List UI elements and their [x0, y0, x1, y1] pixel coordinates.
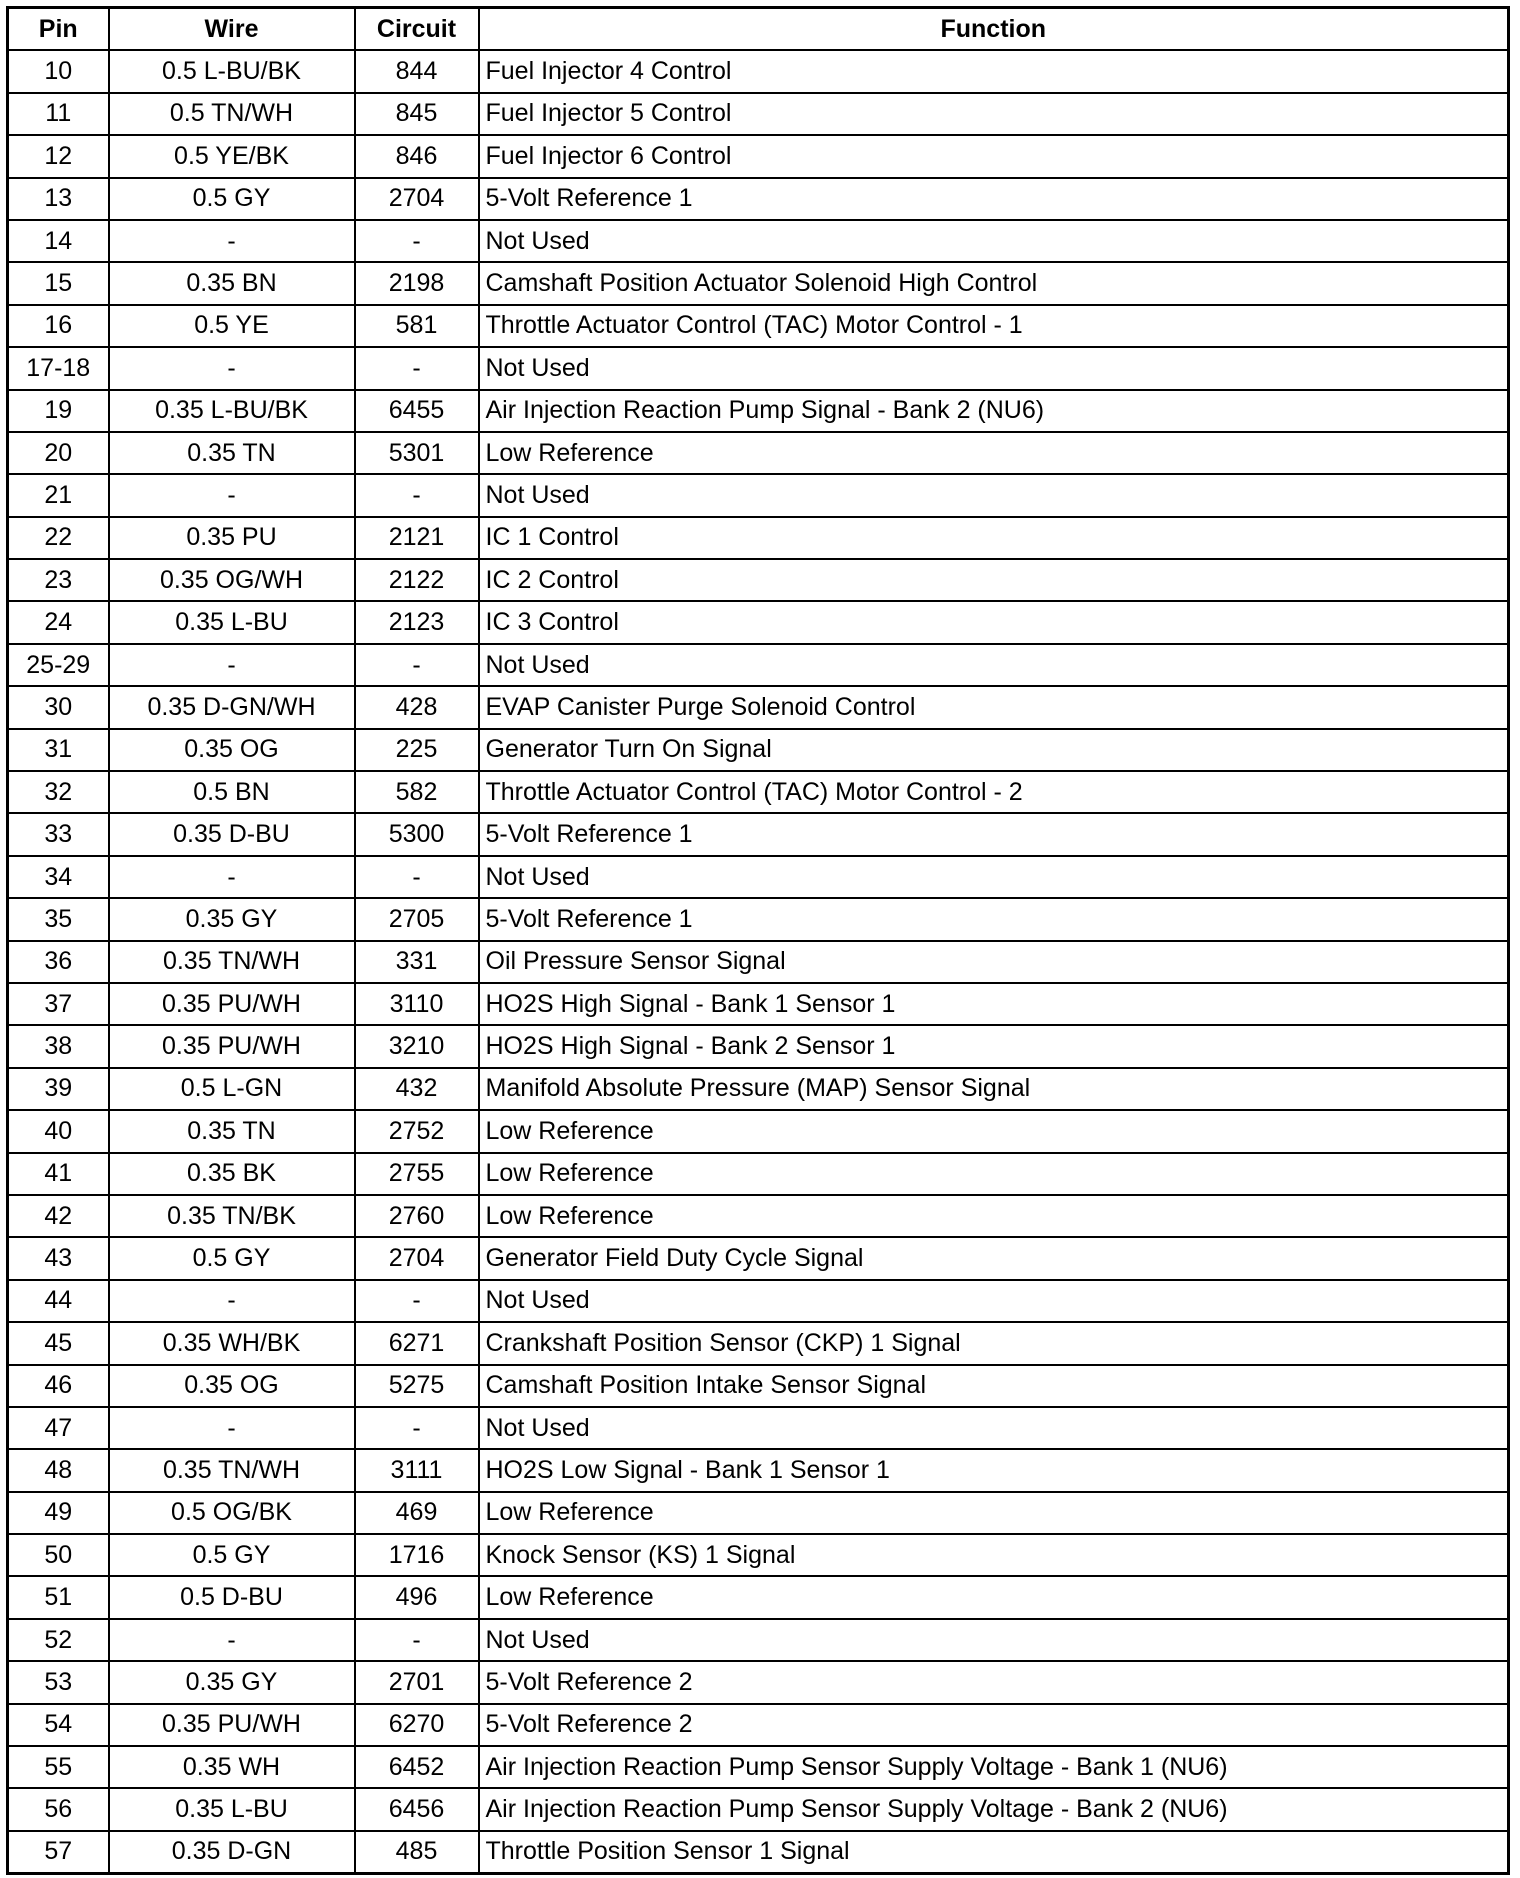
- function-cell: Throttle Actuator Control (TAC) Motor Control - 2: [479, 771, 1509, 813]
- pin-cell: 17-18: [8, 347, 109, 389]
- pin-cell: 34: [8, 856, 109, 898]
- wire-cell: 0.5 L-BU/BK: [109, 50, 355, 92]
- pin-cell: 23: [8, 559, 109, 601]
- wire-cell: 0.35 OG/WH: [109, 559, 355, 601]
- wire-cell: -: [109, 220, 355, 262]
- wire-cell: 0.35 D-BU: [109, 813, 355, 855]
- wire-cell: 0.5 TN/WH: [109, 93, 355, 135]
- circuit-cell: 2704: [355, 178, 479, 220]
- pin-cell: 12: [8, 135, 109, 177]
- wire-cell: -: [109, 1280, 355, 1322]
- table-row: [8, 1661, 1509, 1703]
- table-row: [8, 1576, 1509, 1618]
- function-cell: Not Used: [479, 1619, 1509, 1661]
- table-row: [8, 305, 1509, 347]
- table-row: [8, 1195, 1509, 1237]
- function-cell: Air Injection Reaction Pump Sensor Supply Voltage - Bank 2 (NU6): [479, 1788, 1509, 1830]
- wire-cell: 0.35 L-BU: [109, 601, 355, 643]
- table-row: [8, 432, 1509, 474]
- column-header-function: Function: [479, 8, 1509, 51]
- wire-cell: 0.5 GY: [109, 1534, 355, 1576]
- circuit-cell: 6452: [355, 1746, 479, 1788]
- wire-cell: 0.5 GY: [109, 1237, 355, 1279]
- wire-cell: 0.35 TN/WH: [109, 1449, 355, 1491]
- table-row: [8, 1322, 1509, 1364]
- function-cell: 5-Volt Reference 2: [479, 1704, 1509, 1746]
- pin-cell: 33: [8, 813, 109, 855]
- circuit-cell: 581: [355, 305, 479, 347]
- function-cell: Fuel Injector 6 Control: [479, 135, 1509, 177]
- table-row: [8, 178, 1509, 220]
- function-cell: Not Used: [479, 1407, 1509, 1449]
- function-cell: Not Used: [479, 1280, 1509, 1322]
- circuit-cell: 469: [355, 1492, 479, 1534]
- pin-cell: 53: [8, 1661, 109, 1703]
- function-cell: 5-Volt Reference 1: [479, 898, 1509, 940]
- table-row: [8, 1534, 1509, 1576]
- function-cell: 5-Volt Reference 1: [479, 178, 1509, 220]
- pin-cell: 22: [8, 517, 109, 559]
- function-cell: Knock Sensor (KS) 1 Signal: [479, 1534, 1509, 1576]
- pin-cell: 48: [8, 1449, 109, 1491]
- table-row: [8, 1619, 1509, 1661]
- pin-cell: 36: [8, 941, 109, 983]
- wire-cell: 0.35 TN: [109, 432, 355, 474]
- circuit-cell: 3111: [355, 1449, 479, 1491]
- pin-cell: 13: [8, 178, 109, 220]
- function-cell: Camshaft Position Actuator Solenoid High Control: [479, 262, 1509, 304]
- pin-cell: 21: [8, 474, 109, 516]
- wire-cell: 0.5 D-BU: [109, 1576, 355, 1618]
- function-cell: IC 1 Control: [479, 517, 1509, 559]
- function-cell: Camshaft Position Intake Sensor Signal: [479, 1365, 1509, 1407]
- circuit-cell: 5301: [355, 432, 479, 474]
- circuit-cell: 6271: [355, 1322, 479, 1364]
- wire-cell: 0.5 YE/BK: [109, 135, 355, 177]
- function-cell: Throttle Actuator Control (TAC) Motor Control - 1: [479, 305, 1509, 347]
- table-row: [8, 941, 1509, 983]
- table-row: [8, 262, 1509, 304]
- wire-cell: -: [109, 1619, 355, 1661]
- wire-cell: -: [109, 644, 355, 686]
- wire-cell: 0.35 OG: [109, 729, 355, 771]
- function-cell: Low Reference: [479, 1153, 1509, 1195]
- function-cell: Low Reference: [479, 432, 1509, 474]
- function-cell: Fuel Injector 4 Control: [479, 50, 1509, 92]
- circuit-cell: 844: [355, 50, 479, 92]
- pin-cell: 57: [8, 1831, 109, 1874]
- pin-cell: 47: [8, 1407, 109, 1449]
- function-cell: Fuel Injector 5 Control: [479, 93, 1509, 135]
- circuit-cell: 6456: [355, 1788, 479, 1830]
- table-row: [8, 1025, 1509, 1067]
- pin-cell: 24: [8, 601, 109, 643]
- wire-cell: 0.35 GY: [109, 898, 355, 940]
- table-row: [8, 644, 1509, 686]
- pin-cell: 55: [8, 1746, 109, 1788]
- wire-cell: -: [109, 1407, 355, 1449]
- table-row: [8, 390, 1509, 432]
- wire-cell: 0.35 BK: [109, 1153, 355, 1195]
- table-row: [8, 686, 1509, 728]
- circuit-cell: -: [355, 1619, 479, 1661]
- table-row: [8, 1788, 1509, 1830]
- wire-cell: 0.35 TN/BK: [109, 1195, 355, 1237]
- column-header-pin: Pin: [8, 8, 109, 51]
- circuit-cell: -: [355, 1407, 479, 1449]
- function-cell: Not Used: [479, 220, 1509, 262]
- circuit-cell: 6270: [355, 1704, 479, 1746]
- table-row: [8, 559, 1509, 601]
- pin-cell: 25-29: [8, 644, 109, 686]
- pin-cell: 38: [8, 1025, 109, 1067]
- circuit-cell: 2705: [355, 898, 479, 940]
- pin-cell: 31: [8, 729, 109, 771]
- function-cell: Not Used: [479, 856, 1509, 898]
- pin-cell: 44: [8, 1280, 109, 1322]
- circuit-cell: -: [355, 1280, 479, 1322]
- table-row: [8, 856, 1509, 898]
- wire-cell: 0.5 L-GN: [109, 1068, 355, 1110]
- circuit-cell: 485: [355, 1831, 479, 1874]
- circuit-cell: 2198: [355, 262, 479, 304]
- function-cell: Low Reference: [479, 1576, 1509, 1618]
- connector-pinout-table: [6, 6, 1510, 1875]
- pin-cell: 42: [8, 1195, 109, 1237]
- wire-cell: -: [109, 856, 355, 898]
- table-row: [8, 474, 1509, 516]
- table-row: [8, 1237, 1509, 1279]
- circuit-cell: 845: [355, 93, 479, 135]
- function-cell: HO2S Low Signal - Bank 1 Sensor 1: [479, 1449, 1509, 1491]
- circuit-cell: 225: [355, 729, 479, 771]
- pin-cell: 14: [8, 220, 109, 262]
- wire-cell: 0.35 PU/WH: [109, 983, 355, 1025]
- wire-cell: 0.35 L-BU/BK: [109, 390, 355, 432]
- circuit-cell: 2704: [355, 1237, 479, 1279]
- function-cell: HO2S High Signal - Bank 2 Sensor 1: [479, 1025, 1509, 1067]
- pin-cell: 37: [8, 983, 109, 1025]
- pin-cell: 39: [8, 1068, 109, 1110]
- wire-cell: 0.35 PU: [109, 517, 355, 559]
- circuit-cell: 2752: [355, 1110, 479, 1152]
- table-row: [8, 1068, 1509, 1110]
- function-cell: Not Used: [479, 474, 1509, 516]
- pin-cell: 50: [8, 1534, 109, 1576]
- pin-cell: 11: [8, 93, 109, 135]
- function-cell: Not Used: [479, 347, 1509, 389]
- wire-cell: 0.35 WH: [109, 1746, 355, 1788]
- circuit-cell: 2123: [355, 601, 479, 643]
- circuit-cell: 331: [355, 941, 479, 983]
- table-row: [8, 1746, 1509, 1788]
- wire-cell: 0.35 WH/BK: [109, 1322, 355, 1364]
- wire-cell: 0.5 YE: [109, 305, 355, 347]
- pin-cell: 52: [8, 1619, 109, 1661]
- pin-cell: 56: [8, 1788, 109, 1830]
- circuit-cell: 496: [355, 1576, 479, 1618]
- wire-cell: 0.35 OG: [109, 1365, 355, 1407]
- circuit-cell: 1716: [355, 1534, 479, 1576]
- pin-cell: 19: [8, 390, 109, 432]
- table-row: [8, 220, 1509, 262]
- table-row: [8, 1153, 1509, 1195]
- function-cell: Low Reference: [479, 1492, 1509, 1534]
- function-cell: Air Injection Reaction Pump Sensor Supply Voltage - Bank 1 (NU6): [479, 1746, 1509, 1788]
- table-row: [8, 517, 1509, 559]
- wire-cell: -: [109, 347, 355, 389]
- function-cell: 5-Volt Reference 1: [479, 813, 1509, 855]
- pin-cell: 41: [8, 1153, 109, 1195]
- table-row: [8, 347, 1509, 389]
- circuit-cell: 3110: [355, 983, 479, 1025]
- circuit-cell: 2701: [355, 1661, 479, 1703]
- pin-cell: 45: [8, 1322, 109, 1364]
- function-cell: Crankshaft Position Sensor (CKP) 1 Signal: [479, 1322, 1509, 1364]
- circuit-cell: -: [355, 644, 479, 686]
- circuit-cell: 2760: [355, 1195, 479, 1237]
- pin-cell: 32: [8, 771, 109, 813]
- pin-cell: 16: [8, 305, 109, 347]
- wire-cell: 0.35 TN/WH: [109, 941, 355, 983]
- table-row: [8, 813, 1509, 855]
- function-cell: HO2S High Signal - Bank 1 Sensor 1: [479, 983, 1509, 1025]
- circuit-cell: 582: [355, 771, 479, 813]
- circuit-cell: 5300: [355, 813, 479, 855]
- function-cell: Manifold Absolute Pressure (MAP) Sensor Signal: [479, 1068, 1509, 1110]
- pin-cell: 10: [8, 50, 109, 92]
- function-cell: 5-Volt Reference 2: [479, 1661, 1509, 1703]
- table-header-row: [8, 8, 1509, 51]
- wire-cell: 0.35 PU/WH: [109, 1025, 355, 1067]
- function-cell: Low Reference: [479, 1195, 1509, 1237]
- pin-cell: 49: [8, 1492, 109, 1534]
- pin-cell: 40: [8, 1110, 109, 1152]
- pin-cell: 30: [8, 686, 109, 728]
- table-row: [8, 601, 1509, 643]
- circuit-cell: 3210: [355, 1025, 479, 1067]
- pin-cell: 35: [8, 898, 109, 940]
- table-row: [8, 1110, 1509, 1152]
- table-row: [8, 1407, 1509, 1449]
- table-row: [8, 1365, 1509, 1407]
- wire-cell: 0.35 L-BU: [109, 1788, 355, 1830]
- function-cell: Oil Pressure Sensor Signal: [479, 941, 1509, 983]
- circuit-cell: 5275: [355, 1365, 479, 1407]
- circuit-cell: -: [355, 474, 479, 516]
- table-row: [8, 1280, 1509, 1322]
- wire-cell: 0.35 PU/WH: [109, 1704, 355, 1746]
- circuit-cell: 432: [355, 1068, 479, 1110]
- pin-cell: 51: [8, 1576, 109, 1618]
- wire-cell: -: [109, 474, 355, 516]
- wire-cell: 0.35 GY: [109, 1661, 355, 1703]
- table-row: [8, 1492, 1509, 1534]
- column-header-wire: Wire: [109, 8, 355, 51]
- function-cell: Throttle Position Sensor 1 Signal: [479, 1831, 1509, 1874]
- pin-cell: 54: [8, 1704, 109, 1746]
- column-header-circuit: Circuit: [355, 8, 479, 51]
- circuit-cell: 428: [355, 686, 479, 728]
- function-cell: EVAP Canister Purge Solenoid Control: [479, 686, 1509, 728]
- pin-cell: 15: [8, 262, 109, 304]
- circuit-cell: -: [355, 220, 479, 262]
- table-row: [8, 771, 1509, 813]
- function-cell: Generator Field Duty Cycle Signal: [479, 1237, 1509, 1279]
- circuit-cell: 846: [355, 135, 479, 177]
- pin-cell: 43: [8, 1237, 109, 1279]
- circuit-cell: 2121: [355, 517, 479, 559]
- circuit-cell: -: [355, 347, 479, 389]
- table-row: [8, 1449, 1509, 1491]
- circuit-cell: 2122: [355, 559, 479, 601]
- table-body: [8, 50, 1509, 1873]
- wire-cell: 0.35 D-GN/WH: [109, 686, 355, 728]
- table-row: [8, 1704, 1509, 1746]
- table-row: [8, 729, 1509, 771]
- wire-cell: 0.5 BN: [109, 771, 355, 813]
- function-cell: Generator Turn On Signal: [479, 729, 1509, 771]
- table-row: [8, 983, 1509, 1025]
- wire-cell: 0.35 BN: [109, 262, 355, 304]
- table-row: [8, 50, 1509, 92]
- pin-cell: 46: [8, 1365, 109, 1407]
- function-cell: IC 2 Control: [479, 559, 1509, 601]
- table-row: [8, 1831, 1509, 1874]
- table-row: [8, 93, 1509, 135]
- circuit-cell: 2755: [355, 1153, 479, 1195]
- wire-cell: 0.5 OG/BK: [109, 1492, 355, 1534]
- circuit-cell: -: [355, 856, 479, 898]
- table-row: [8, 135, 1509, 177]
- wire-cell: 0.35 D-GN: [109, 1831, 355, 1874]
- wire-cell: 0.5 GY: [109, 178, 355, 220]
- function-cell: Low Reference: [479, 1110, 1509, 1152]
- pin-cell: 20: [8, 432, 109, 474]
- circuit-cell: 6455: [355, 390, 479, 432]
- function-cell: Not Used: [479, 644, 1509, 686]
- table-row: [8, 898, 1509, 940]
- wire-cell: 0.35 TN: [109, 1110, 355, 1152]
- function-cell: Air Injection Reaction Pump Signal - Bank 2 (NU6): [479, 390, 1509, 432]
- function-cell: IC 3 Control: [479, 601, 1509, 643]
